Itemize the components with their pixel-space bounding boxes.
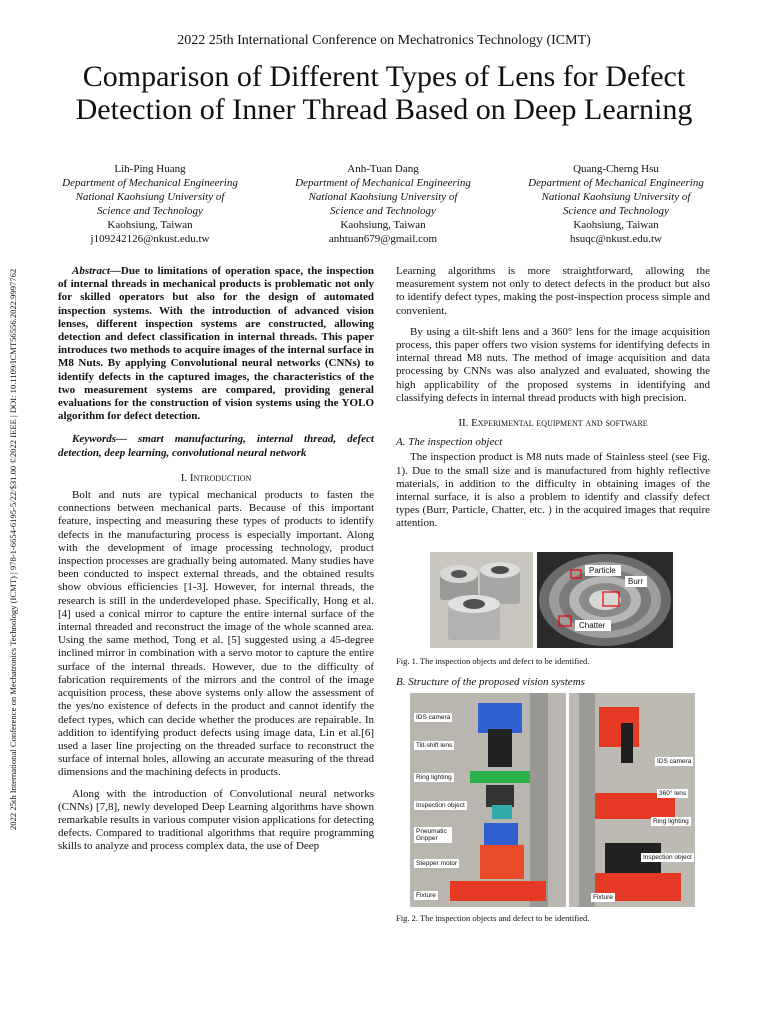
- fig2-left-label: Fixture: [416, 892, 436, 899]
- section-2-title: II. Experimental equipment and software: [458, 417, 648, 430]
- author-email: hsuqc@nkust.edu.tw: [569, 233, 662, 245]
- fig2-left-label: Pneumatic Gripper: [414, 827, 452, 843]
- author-dept: Department of Mechanical Engineering: [528, 177, 704, 189]
- fig1-label-particle: Particle: [589, 566, 616, 575]
- right-paragraph-1: Learning algorithms is more straightforward, allowing the measurement system not only to detect defects in the product but also to identify defect types, making the post-inspection process simple and convenient.: [396, 265, 710, 317]
- section-2b-title: B. Structure of the proposed vision systems: [396, 676, 585, 688]
- fig2-right-photo: [569, 693, 695, 907]
- fig2-left-label: Tilt-shift lens: [416, 742, 453, 749]
- fig2-left-label: Inspection object: [416, 802, 465, 809]
- author-name: Quang-Cherng Hsu: [573, 163, 659, 175]
- section-2a-paragraph: The inspection product is M8 nuts made of Stainless steel (see Fig. 1). Due to the small size and is manufactured from highly reflective materials, in addition to the difficulty in obtaining images of the internal surface, it is also a problem to identify and classify defect types (Burr, Particle, Chatter, etc. ) in the acquired images that require attention.: [396, 451, 710, 530]
- fig1-thread-photo: [537, 552, 673, 648]
- fig2-left-label: Ring lighting: [416, 774, 452, 781]
- author-email: j109242126@nkust.edu.tw: [90, 233, 210, 245]
- author-name: Lih-Ping Huang: [114, 163, 186, 175]
- section-2b: [396, 676, 710, 689]
- author-city: Kaohsiung, Taiwan: [107, 219, 193, 231]
- author-city: Kaohsiung, Taiwan: [340, 219, 426, 231]
- abstract-text: Due to limitations of operation space, the inspection of internal threads in mechanical products is problematic not only for skilled operators but also for the design of automated inspection systems. With the introduction of advanced vision lenses, different inspection systems are constructed, allowing detection and defect classification in internal threads. This paper introduces two methods to acquire images of the internal surface in M8 Nuts. By applying Convolutional neural networks (CNNs) to identify defects in the captured images, the characteristics of the two measurement systems are compared, providing general evaluations for the construction of vision systems using the YOLO algorithm for defect detection.: [58, 265, 374, 423]
- abstract: [58, 265, 374, 423]
- author-email: anhtuan679@gmail.com: [328, 233, 438, 245]
- fig2-right-label: Inspection object: [643, 854, 692, 861]
- paper-title: Comparison of Different Types of Lens for Defect Detection of Inner Thread Based on Deep Learning: [75, 60, 693, 126]
- right-paragraph-2: By using a tilt-shift lens and a 360° lens for the image acquisition process, this paper offers two vision systems for identifying defects in internal thread M8 nuts. The method of image acquisition and data processing by CNNs was also analyzed and evaluated, showing the high applicability of the proposed systems in identifying and classifying defects in internal thread products with high precision.: [396, 325, 710, 404]
- right-column: [396, 265, 710, 531]
- author-dept: Department of Mechanical Engineering: [295, 177, 471, 189]
- left-column: [58, 265, 374, 854]
- author-uni: National Kaohsiung University of Science and Technology: [308, 191, 458, 217]
- conference-header: 2022 25th International Conference on Mechatronics Technology (ICMT): [177, 33, 591, 48]
- author-uni: National Kaohsiung University of Science and Technology: [75, 191, 225, 217]
- section-2a-title: A. The inspection object: [396, 436, 503, 449]
- doi-sidebar-text: 2022 25th International Conference on Mechatronics Technology (ICMT) | 978-1-6654-6195-5/22/$31.00 ©2022 IEEE | DOI: 10.1109/ICMT56556.2022.9997762: [8, 268, 18, 830]
- author-2: [268, 162, 498, 246]
- author-city: Kaohsiung, Taiwan: [573, 219, 659, 231]
- fig2-right-label: Ring lighting: [653, 818, 689, 825]
- author-dept: Department of Mechanical Engineering: [62, 177, 238, 189]
- fig1-caption: Fig. 1. The inspection objects and defect to be identified.: [396, 656, 590, 666]
- fig1-label-burr: Burr: [628, 577, 644, 586]
- fig2-right-label: IDS camera: [657, 758, 692, 765]
- fig1-label-chatter: Chatter: [579, 621, 606, 630]
- author-uni: National Kaohsiung University of Science and Technology: [541, 191, 691, 217]
- author-3: [501, 162, 731, 246]
- doi-sidebar: [8, 190, 20, 830]
- author-1: [35, 162, 265, 246]
- fig1-nuts-photo: [430, 552, 533, 648]
- keywords: Keywords— smart manufacturing, internal thread, defect detection, deep learning, convolutional neural network: [58, 433, 374, 459]
- fig2-left-photo: [410, 693, 566, 907]
- fig2-right-label: 360° lens: [659, 790, 687, 797]
- fig2-right-label: Fixture: [593, 894, 613, 901]
- intro-paragraph-1: Bolt and nuts are typical mechanical products to fasten the connections between mechanical parts. Because of this important feature, inspecting and measuring these types of products to identify defects in the manufacturing process is especially important. Along with the development of image processing technology, product inspection processes are gradually being automated. Many studies have been conducted to inspect external threads, and the obtained results show obvious efficiencies [1-3]. However, for internal threads, the research is still in the underdeveloped phase. Specifically, Hong et al. [4] used a conical mirror to capture the entire internal surface of the internal threaded and reconstruct the image of the whole scanned area. Using the same method, Tong et al. [5] suggested using a 45-degree inclined mirror in combination with a servo motor to capture the entire surface of the internal threads. However, due to the difficulty of fabrication requirements of the mirrors and the control of the image acquisition process, these above systems only allow the assessment of the yes/no existence of defects in the product and cannot identify the defect types, which can decide whether the produces are repairable. In addition to identifying product defects using image data, Lin et al.[6] used a laser line projecting on the threaded surface to reconstruct the surface of internal holes, allowing an accurate measuring of the thread dimensions and the machining defects in products.: [58, 489, 374, 779]
- intro-paragraph-2: Along with the introduction of Convolutional neural networks (CNNs) [7,8], newly developed Deep Learning algorithms have shown remarkable results in various computer vision applications for detecting defects. Compared to traditional algorithms that require programming skills to analyze and process complex data, the use of Deep: [58, 787, 374, 853]
- abstract-label: Abstract—: [72, 265, 121, 277]
- fig2-caption: Fig. 2. The inspection objects and defect to be identified.: [396, 913, 590, 923]
- fig2-left-label: IDS camera: [416, 714, 451, 721]
- fig2-left-label: Stepper motor: [416, 860, 458, 867]
- section-1-title: I. Introduction: [180, 471, 252, 484]
- author-name: Anh-Tuan Dang: [347, 163, 419, 175]
